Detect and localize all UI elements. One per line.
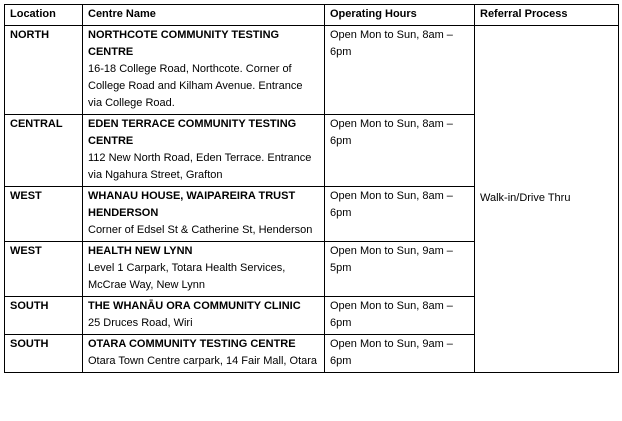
row-centre <box>83 187 325 242</box>
centre-name: WHANAU HOUSE, WAIPAREIRA TRUST HENDERSON <box>88 190 296 219</box>
row-hours: Open Mon to Sun, 8am – 6pm <box>325 297 475 335</box>
centre-name: OTARA COMMUNITY TESTING CENTRE <box>88 338 296 350</box>
header-location: Location <box>5 5 83 26</box>
header-centre-name: Centre Name <box>83 5 325 26</box>
row-location: WEST <box>5 242 83 297</box>
centre-address: Level 1 Carpark, Totara Health Services, McCrae Way, New Lynn <box>88 262 286 291</box>
centre-address: 112 New North Road, Eden Terrace. Entrance via Ngahura Street, Grafton <box>88 152 312 181</box>
row-centre <box>83 335 325 373</box>
centre-name: NORTHCOTE COMMUNITY TESTING CENTRE <box>88 29 280 58</box>
referral-process-cell: Walk-in/Drive Thru <box>475 26 619 373</box>
row-hours: Open Mon to Sun, 9am – 5pm <box>325 242 475 297</box>
row-hours: Open Mon to Sun, 8am – 6pm <box>325 187 475 242</box>
row-hours: Open Mon to Sun, 9am – 6pm <box>325 335 475 373</box>
row-location: WEST <box>5 187 83 242</box>
testing-centres-table <box>4 4 619 373</box>
row-centre <box>83 297 325 335</box>
row-hours: Open Mon to Sun, 8am – 6pm <box>325 115 475 187</box>
centre-address: 16-18 College Road, Northcote. Corner of College Road and Kilham Avenue. Entrance via College Road. <box>88 63 303 109</box>
header-row <box>5 5 619 26</box>
centre-name: HEALTH NEW LYNN <box>88 245 193 257</box>
header-referral-process: Referral Process <box>475 5 619 26</box>
row-centre <box>83 115 325 187</box>
row-centre <box>83 242 325 297</box>
header-operating-hours: Operating Hours <box>325 5 475 26</box>
row-location: CENTRAL <box>5 115 83 187</box>
centre-address: 25 Druces Road, Wiri <box>88 317 193 329</box>
row-location: SOUTH <box>5 297 83 335</box>
centre-name: EDEN TERRACE COMMUNITY TESTING CENTRE <box>88 118 297 147</box>
row-centre <box>83 26 325 115</box>
table-row <box>5 26 619 115</box>
row-location: NORTH <box>5 26 83 115</box>
centre-name: THE WHANĀU ORA COMMUNITY CLINIC <box>88 300 301 312</box>
row-hours: Open Mon to Sun, 8am – 6pm <box>325 26 475 115</box>
centre-address: Corner of Edsel St & Catherine St, Henderson <box>88 224 313 236</box>
centre-address: Otara Town Centre carpark, 14 Fair Mall, Otara <box>88 355 318 367</box>
row-location: SOUTH <box>5 335 83 373</box>
